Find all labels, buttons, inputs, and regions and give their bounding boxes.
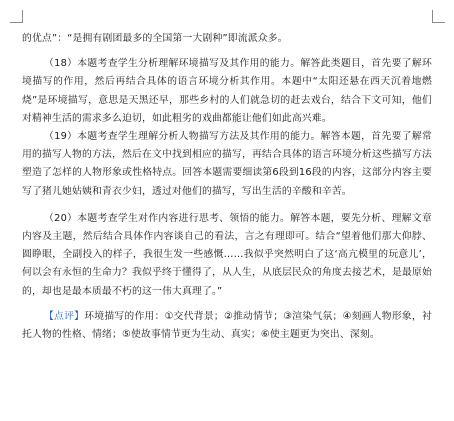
paragraph-continuation: 的优点”：“是拥有剧团最多的全国第一大剧种”即流派众多。 <box>22 33 288 44</box>
comment-body: 环境描写的作用：①交代背景；②推动情节；③渲染气氛；④刻画人物形象，衬托人物的性格、情绪；⑤使故事情节更为生动、真实；⑥使主题更为突出、深刻。 <box>22 310 432 341</box>
paragraph-comment <box>22 308 432 344</box>
crop-mark-top-left <box>10 10 23 23</box>
document-page <box>22 30 432 344</box>
crop-mark-top-right <box>432 10 445 23</box>
paragraph-answer-19: （19）本题考查学生理解分析人物描写方法及其作用的能力。解答本题，首先要了解常用的描写人物的方法，然后在文中找到相应的描写，再结合具体的语言环境分析这些描写方法塑造了怎样的人物形象或性格特点。回答本题需要细读第6段到16段的内容，这部分内容主要写了猪儿她姑姨和青衣少妇，透过对他们的描写，写出生活的辛酸和辛苦。 <box>22 131 432 197</box>
comment-tag: 【点评】 <box>44 310 85 322</box>
paragraph-answer-20: （20）本题考查学生对作内容进行思考、领悟的能力。解答本题，要先分析、理解文章内容及主题，然后结合具体作内容谈自己的看法，言之有理即可。结合“望着他们那大仰脖、圆睁眼，全副投入的样子，我很生发一些感慨……我似乎突然明白了这‘高亢模里的玩意儿’，何以会有永恒的生命力？我似乎终于懂得了，从人生，从底层民众的角度去接艺术，是最原始的，却也是最本质最不朽的这一伟大真理了。” <box>22 212 432 297</box>
paragraph-answer-18: （18）本题考查学生分析理解环境描写及其作用的能力。解答此类题目，首先要了解环境描写的作用，然后再结合具体的语言环境分析其作用。本题中“太阳还悬在西天沉着地燃烧”是环境描写，意思是天黑还早，那些乡村的人们就急切的赶去戏台，结合下文可知，他们对精神生活的需求多么迫切，如此粗劣的戏曲都能让他们如此高兴难。 <box>22 58 432 124</box>
